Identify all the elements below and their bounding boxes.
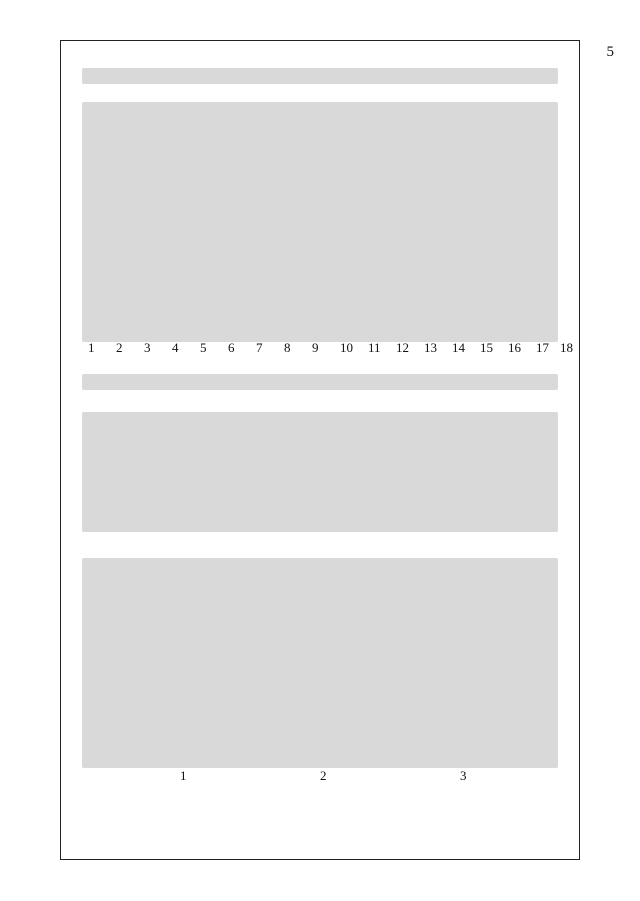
main-table-column-number: 3 (144, 340, 151, 355)
main-table-column-number: 16 (508, 340, 521, 355)
main-table-column-number: 9 (312, 340, 319, 355)
main-table-column-number: 10 (340, 340, 353, 355)
main-table-column-number: 7 (256, 340, 263, 355)
main-table-column-number: 6 (228, 340, 235, 355)
table-right-rule (579, 40, 580, 860)
main-table-column-number: 4 (172, 340, 179, 355)
main-table-column-number: 1 (88, 340, 95, 355)
main-table-column-number: 14 (452, 340, 465, 355)
lower-table-placeholder (82, 558, 558, 768)
main-table-frame (60, 40, 580, 860)
page-number: 5 (606, 44, 614, 60)
part-heading-placeholder (82, 374, 558, 390)
notes-placeholder (82, 412, 558, 532)
section-heading-placeholder (82, 68, 558, 84)
lower-table-column-number: 3 (460, 768, 467, 783)
table-left-rule (60, 40, 61, 860)
main-table-column-number: 2 (116, 340, 123, 355)
main-table-column-number: 15 (480, 340, 493, 355)
lower-table-column-number: 1 (180, 768, 187, 783)
main-table-column-number: 17 (536, 340, 549, 355)
table-bottom-rule (60, 859, 580, 860)
main-table-column-number: 11 (368, 340, 381, 355)
table-top-rule (60, 40, 580, 41)
main-table-column-number: 8 (284, 340, 291, 355)
main-table-placeholder (82, 102, 558, 342)
main-table-column-number: 12 (396, 340, 409, 355)
lower-table-column-number: 2 (320, 768, 327, 783)
main-table-column-number: 13 (424, 340, 437, 355)
main-table-column-number: 18 (560, 340, 573, 355)
main-table-column-number: 5 (200, 340, 207, 355)
